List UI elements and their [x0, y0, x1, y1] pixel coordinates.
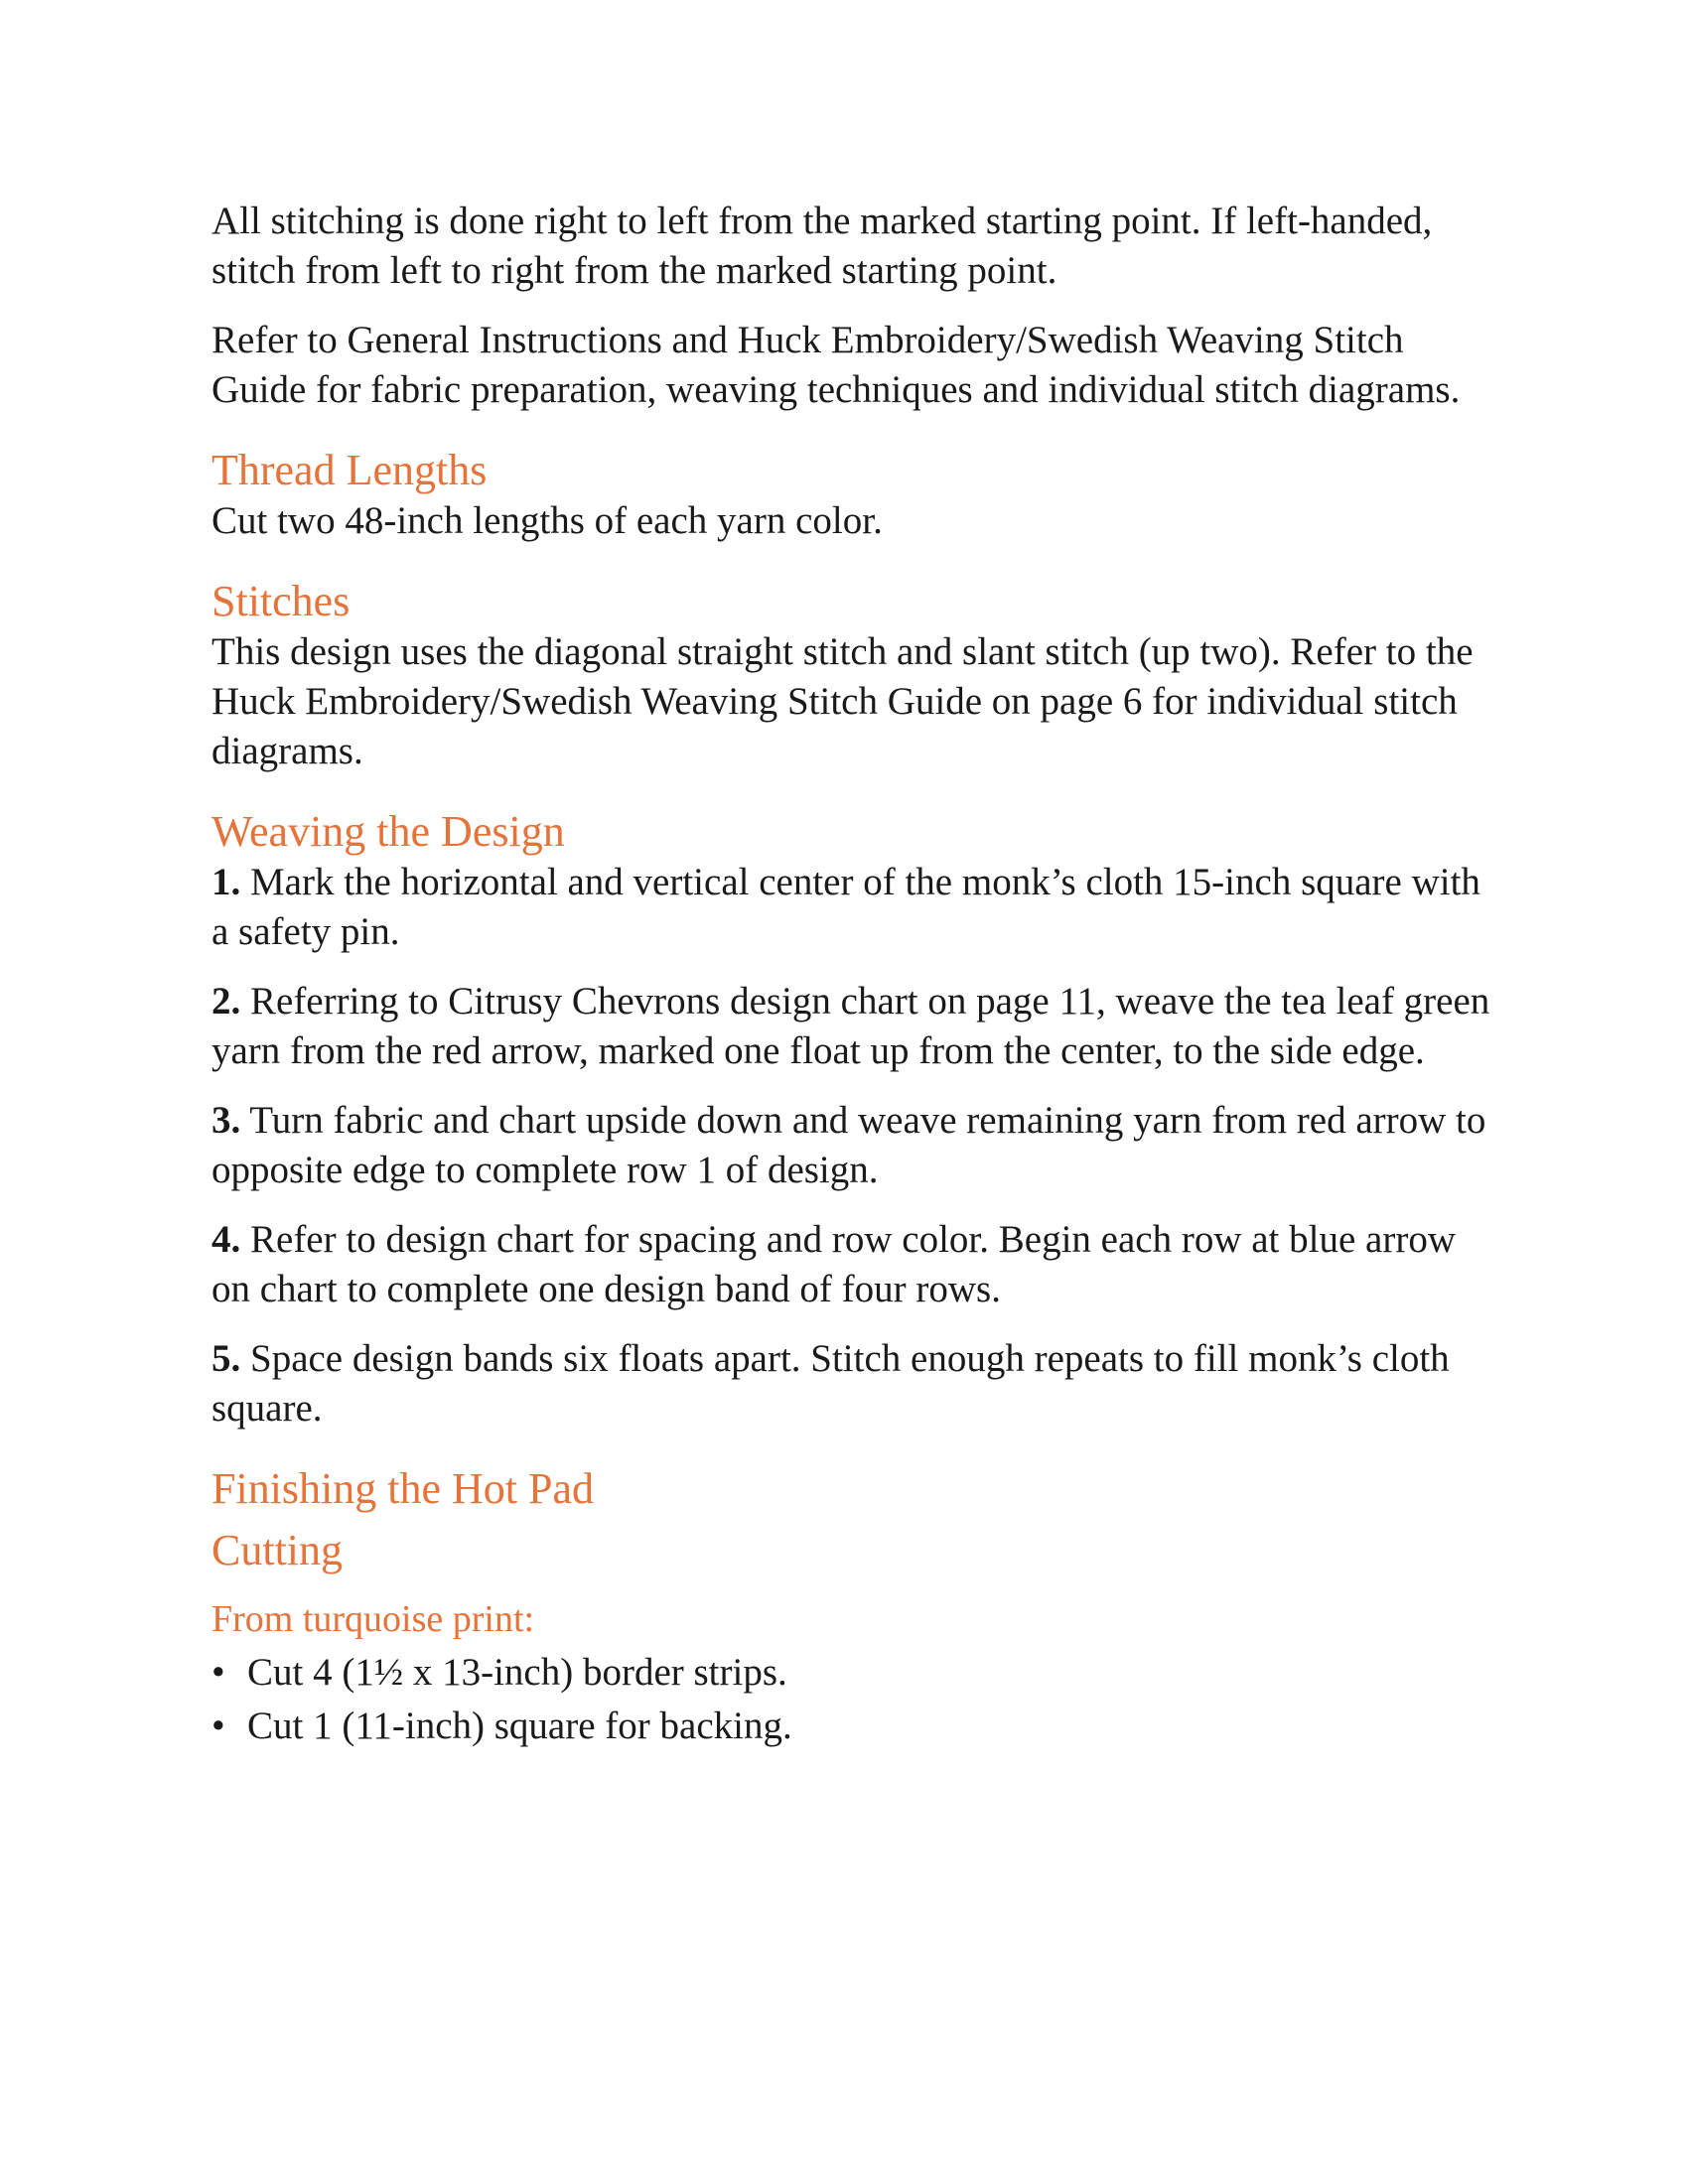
step-number: 1.: [211, 861, 241, 903]
list-item-text: Cut 1 (11-inch) square for backing.: [247, 1705, 792, 1747]
step-text: Mark the horizontal and vertical center of the monk’s cloth 15-inch square with a safety pin.: [211, 861, 1480, 953]
cutting-list: [211, 1646, 1492, 1753]
weaving-step-1: [211, 858, 1492, 957]
intro-paragraph-2: Refer to General Instructions and Huck Embroidery/Swedish Weaving Stitch Guide for fabric preparation, weaving techniques and individual stitch diagrams.: [211, 319, 1461, 411]
weaving-step-2: [211, 977, 1492, 1076]
cutting-heading: Cutting: [211, 1526, 344, 1574]
weaving-step-3: [211, 1096, 1492, 1195]
weaving-step-5: [211, 1334, 1492, 1433]
thread-lengths-heading: Thread Lengths: [211, 446, 488, 494]
list-item-text: Cut 4 (1½ x 13-inch) border strips.: [247, 1651, 787, 1694]
stitches-section: [211, 576, 1492, 776]
step-number: 3.: [211, 1099, 241, 1142]
finishing-section: [211, 1463, 1492, 1753]
thread-lengths-section: [211, 445, 1492, 546]
stitches-body: This design uses the diagonal straight stitch and slant stitch (up two). Refer to the Huck Embroidery/Swedish Weaving Stitch Guide on page 6 for individual stitch diagrams.: [211, 630, 1474, 772]
intro-section: [211, 197, 1492, 415]
thread-lengths-body: Cut two 48-inch lengths of each yarn color.: [211, 499, 883, 542]
step-text: Turn fabric and chart upside down and weave remaining yarn from red arrow to opposite edge to complete row 1 of design.: [211, 1099, 1486, 1191]
list-item: [211, 1700, 1492, 1753]
step-text: Space design bands six floats apart. Stitch enough repeats to fill monk’s cloth square.: [211, 1337, 1450, 1430]
turquoise-print-subheading: From turquoise print:: [211, 1598, 535, 1640]
step-text: Referring to Citrusy Chevrons design chart on page 11, weave the tea leaf green yarn from the red arrow, marked one float up from the center, to the side edge.: [211, 980, 1490, 1072]
weaving-heading: Weaving the Design: [211, 807, 565, 856]
step-number: 5.: [211, 1337, 241, 1380]
bullet-icon: •: [211, 1651, 225, 1694]
finishing-heading: Finishing the Hot Pad: [211, 1464, 595, 1513]
list-item: [211, 1646, 1492, 1700]
bullet-icon: •: [211, 1705, 225, 1747]
stitches-heading: Stitches: [211, 577, 351, 625]
step-text: Refer to design chart for spacing and row color. Begin each row at blue arrow on chart to complete one design band of four rows.: [211, 1218, 1456, 1310]
weaving-step-4: [211, 1215, 1492, 1314]
weaving-section: [211, 806, 1492, 1433]
step-number: 4.: [211, 1218, 241, 1261]
step-number: 2.: [211, 980, 241, 1023]
intro-paragraph-1: All stitching is done right to left from the marked starting point. If left-handed, stitch from left to right from the marked starting point.: [211, 200, 1433, 292]
document-page: [211, 197, 1492, 1753]
